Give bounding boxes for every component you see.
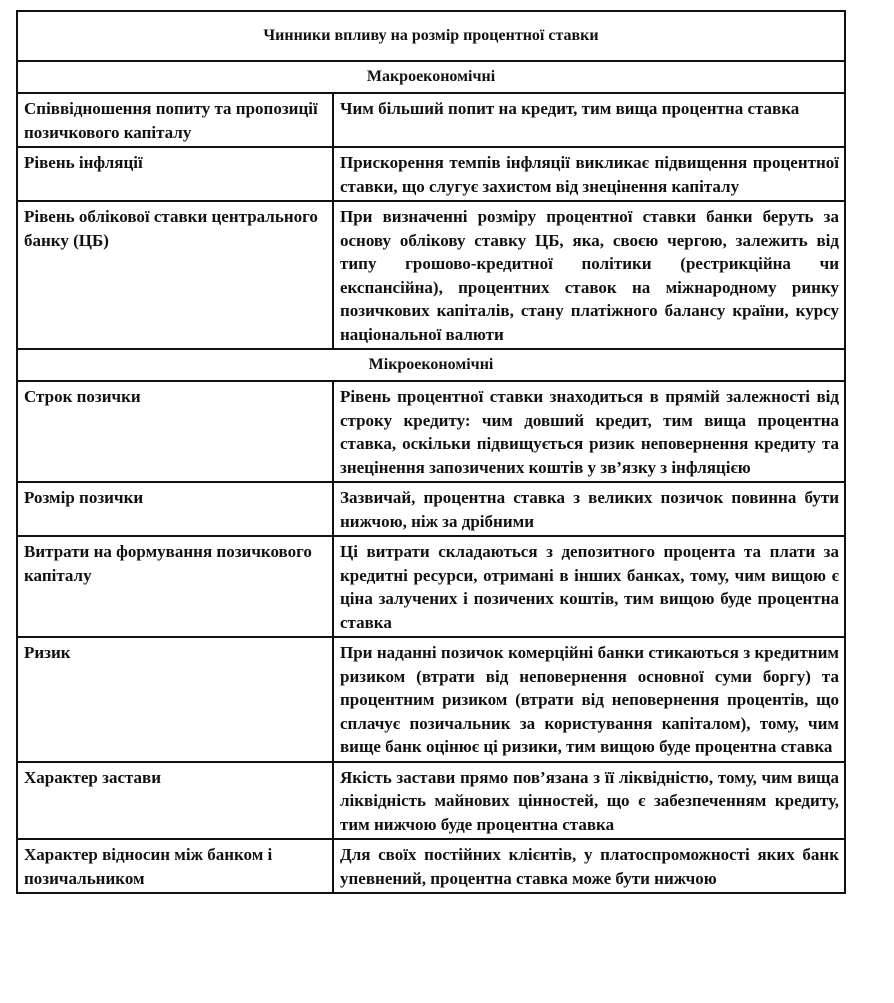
factor-cell: Характер відносин між банком і позичальником — [17, 839, 333, 893]
description-cell: Рівень процентної ставки знаходиться в прямій залежності від строку кредиту: чим довший кредит, тим вища процентна ставка, оскільки підвищується ризик неповернення кредиту та знецінення запозичених коштів у зв’язку з інфляцією — [333, 381, 845, 482]
table-row — [17, 482, 845, 536]
section-heading: Мікроекономічні — [17, 349, 845, 381]
description-cell: Ці витрати складаються з депозитного процента та плати за кредитні ресурси, отримані в інших банках, тому, чим вищою є ціна залучених і позичених коштів, тим вищою буде процентна ставка — [333, 536, 845, 637]
description-cell: Для своїх постійних клієнтів, у платоспроможності яких банк упевнений, процентна ставка може бути нижчою — [333, 839, 845, 893]
description-cell: При наданні позичок комерційні банки стикаються з кредитним ризиком (втрати від неповернення основної суми боргу) та процентним ризиком (втрати від неповернення процентів, що сплачує позичальник за користування капіталом), тому, чим вище банк оцінює ці ризики, тим вищою буде процентна ставка — [333, 637, 845, 762]
section-heading: Макроекономічні — [17, 61, 845, 93]
description-cell: При визначенні розміру процентної ставки банки беруть за основу облікову ставку ЦБ, яка, своєю чергою, залежить від типу грошово-кредитної політики (рестрикційна чи експансійна), процентних ставок на міжнародному ринку позичкових капіталів, стану платіжного балансу країни, курсу національної валюти — [333, 201, 845, 349]
section-heading-row — [17, 61, 845, 93]
factor-cell: Витрати на формування позичкового капіталу — [17, 536, 333, 637]
factor-cell: Рівень інфляції — [17, 147, 333, 201]
table-title-row — [17, 11, 845, 61]
table-row — [17, 381, 845, 482]
interest-rate-factors-table — [16, 10, 846, 894]
table-row — [17, 762, 845, 840]
description-cell: Прискорення темпів інфляції викликає підвищення процентної ставки, що слугує захистом від знецінення капіталу — [333, 147, 845, 201]
table-row — [17, 201, 845, 349]
table-title: Чинники впливу на розмір процентної ставки — [17, 11, 845, 61]
table-row — [17, 93, 845, 147]
table-row — [17, 637, 845, 762]
factor-cell: Характер застави — [17, 762, 333, 840]
table-row — [17, 147, 845, 201]
description-cell: Якість застави прямо пов’язана з її ліквідністю, тому, чим вища ліквідність майнових цінностей, що є забезпеченням кредиту, тим нижчою буде процентна ставка — [333, 762, 845, 840]
section-heading-row — [17, 349, 845, 381]
description-cell: Зазвичай, процентна ставка з великих позичок повинна бути нижчою, ніж за дрібними — [333, 482, 845, 536]
description-cell: Чим більший попит на кредит, тим вища процентна ставка — [333, 93, 845, 147]
table-row — [17, 839, 845, 893]
table-row — [17, 536, 845, 637]
factor-cell: Рівень облікової ставки центрального банку (ЦБ) — [17, 201, 333, 349]
factor-cell: Строк позички — [17, 381, 333, 482]
factor-cell: Ризик — [17, 637, 333, 762]
factor-cell: Розмір позички — [17, 482, 333, 536]
factor-cell: Співвідношення попиту та пропозиції позичкового капіталу — [17, 93, 333, 147]
